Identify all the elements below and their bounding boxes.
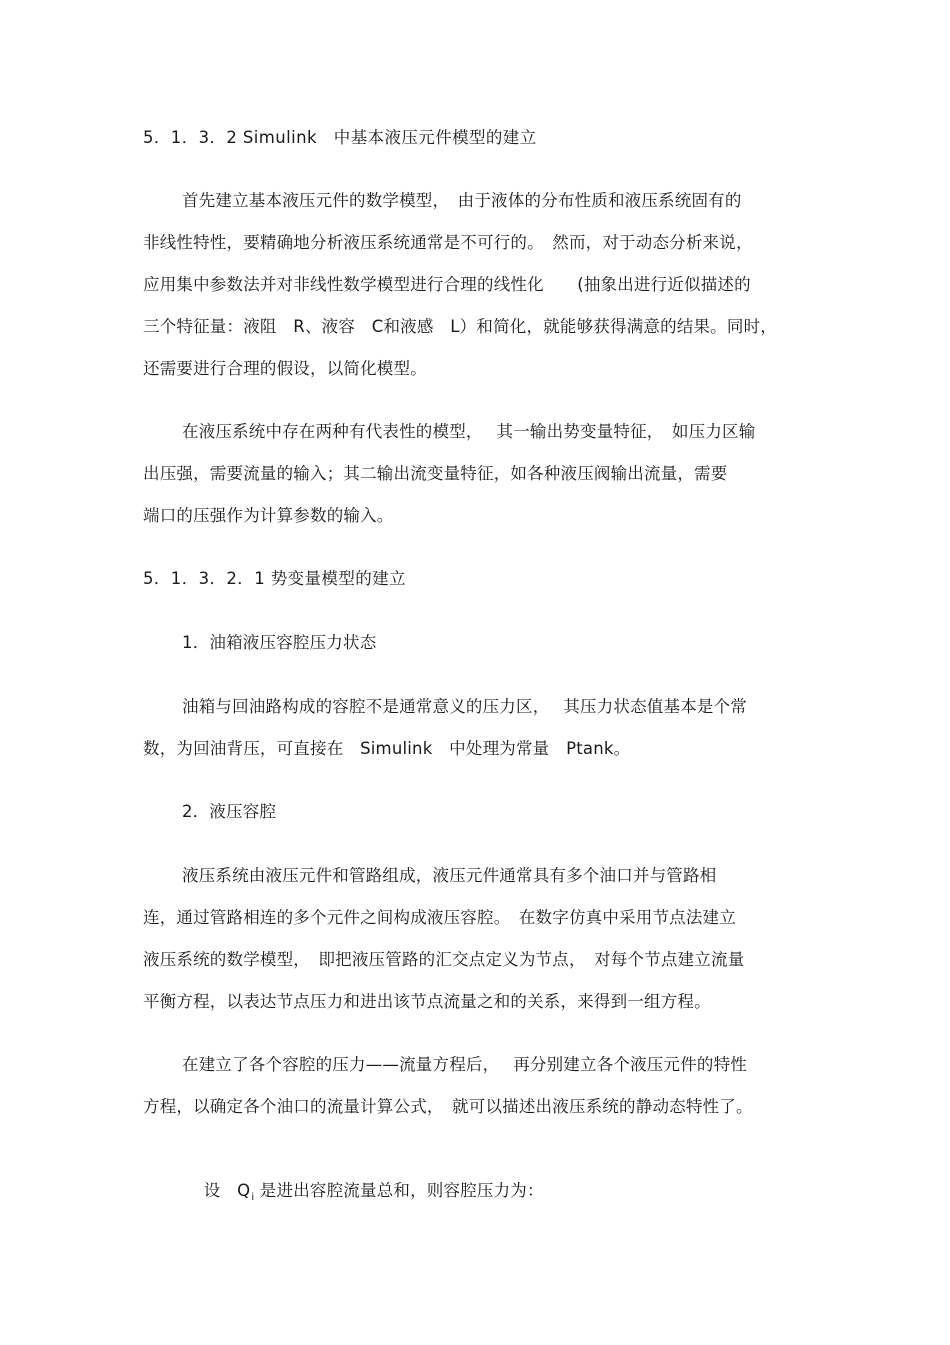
paragraph-3-line-1: 油箱与回油路构成的容腔不是通常意义的压力区， 其压力状态值基本是个常 [182, 697, 747, 716]
paragraph-4-line-2: 连，通过管路相连的多个元件之间构成液压容腔。 在数字仿真中采用节点法建立 [143, 908, 736, 927]
paragraph-4-line-1: 液压系统由液压元件和管路组成，液压元件通常具有多个油口并与管路相 [182, 866, 717, 885]
section-title: 5．1．3．2 Simulink 中基本液压元件模型的建立 [143, 128, 537, 147]
paragraph-2-line-1: 在液压系统中存在两种有代表性的模型， 其一输出势变量特征， 如压力区输 [182, 422, 756, 441]
paragraph-1-line-4: 三个特征量：液阻 R、液容 C和液感 L）和简化，就能够获得满意的结果。同时， [143, 317, 777, 336]
paragraph-6-prefix: 设 Q [203, 1181, 251, 1200]
paragraph-3-line-2: 数，为回油背压，可直接在 Simulink 中处理为常量 Ptank。 [143, 739, 631, 758]
item-2-title: 2．液压容腔 [182, 802, 277, 821]
paragraph-1-line-2: 非线性特性，要精确地分析液压系统通常是不可行的。 然而，对于动态分析来说， [143, 233, 753, 252]
paragraph-6 [182, 1161, 544, 1224]
paragraph-2-line-3: 端口的压强作为计算参数的输入。 [143, 506, 394, 525]
paragraph-5-line-2: 方程，以确定各个油口的流量计算公式， 就可以描述出液压系统的静动态特性了。 [143, 1097, 753, 1116]
paragraph-6-suffix: 是进出容腔流量总和，则容腔压力为： [254, 1181, 544, 1200]
paragraph-4-line-3: 液压系统的数学模型， 即把液压管路的汇交点定义为节点， 对每个节点建立流量 [143, 950, 745, 969]
paragraph-5-line-1: 在建立了各个容腔的压力——流量方程后， 再分别建立各个液压元件的特性 [182, 1055, 747, 1074]
paragraph-1-line-5: 还需要进行合理的假设，以简化模型。 [143, 359, 427, 378]
flow-subscript: i [251, 1192, 255, 1203]
subsection-title: 5．1．3．2．1 势变量模型的建立 [143, 569, 406, 588]
paragraph-2-line-2: 出压强，需要流量的输入；其二输出流变量特征，如各种液压阀输出流量，需要 [143, 464, 728, 483]
paragraph-4-line-4: 平衡方程，以表达节点压力和进出该节点流量之和的关系，来得到一组方程。 [143, 992, 711, 1011]
item-1-title: 1．油箱液压容腔压力状态 [182, 633, 377, 652]
paragraph-1-line-3: 应用集中参数法并对非线性数学模型进行合理的线性化 (抽象出进行近似描述的 [143, 275, 751, 294]
paragraph-1-line-1: 首先建立基本液压元件的数学模型， 由于液体的分布性质和液压系统固有的 [182, 191, 742, 210]
